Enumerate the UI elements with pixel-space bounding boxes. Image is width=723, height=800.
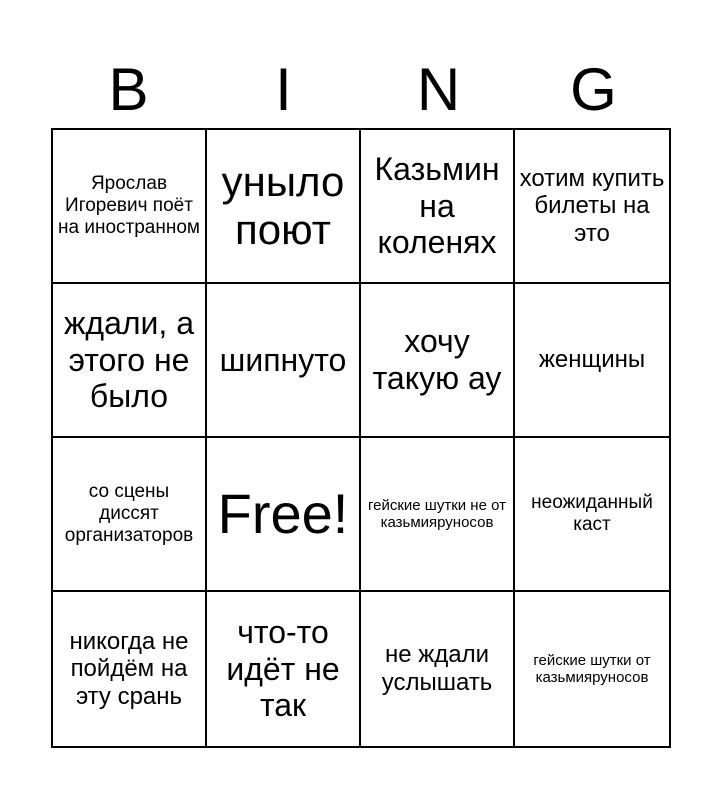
bingo-header [51, 52, 671, 128]
bingo-cell-r1-c3[interactable]: Казьмин на коленях [361, 130, 515, 284]
bingo-cell-r4-c4[interactable]: гейские шутки от казьмияруносов [533, 651, 651, 686]
header-letter-n: N [416, 56, 461, 123]
header-letter-b: B [108, 56, 149, 123]
bingo-cell-r1-c2[interactable]: уныло поют [207, 130, 361, 284]
bingo-board [51, 128, 671, 748]
bingo-cell-r2-c4[interactable]: женщины [515, 284, 669, 438]
bingo-cell-r4-c1[interactable]: никогда не пойдём на эту срань [53, 592, 207, 746]
bingo-cell-r3-c3[interactable]: гейские шутки не от казьмияруносов [361, 438, 515, 592]
bingo-cell-r4-c3[interactable]: не ждали услышать [361, 592, 515, 746]
header-letter-i: I [275, 56, 292, 123]
bingo-cell-r1-c4[interactable]: хотим купить билеты на это [515, 130, 669, 284]
bingo-cell-r3-c1[interactable]: со сцены диссят организаторов [53, 438, 207, 592]
bingo-cell-r2-c1[interactable]: ждали, а этого не было [53, 284, 207, 438]
bingo-cell-r2-c3[interactable]: хочу такую ау [361, 284, 515, 438]
bingo-cell-r3-c4[interactable]: неожиданный каст [515, 438, 669, 592]
bingo-cell-r4-c2[interactable]: что-то идёт не так [207, 592, 361, 746]
bingo-cell-r2-c2[interactable]: шипнуто [207, 284, 361, 438]
bingo-cell-r1-c1[interactable]: Ярослав Игоревич поёт на иностранном [53, 130, 207, 284]
bingo-cell-free[interactable]: Free! [207, 438, 361, 592]
header-letter-g: G [570, 56, 617, 123]
